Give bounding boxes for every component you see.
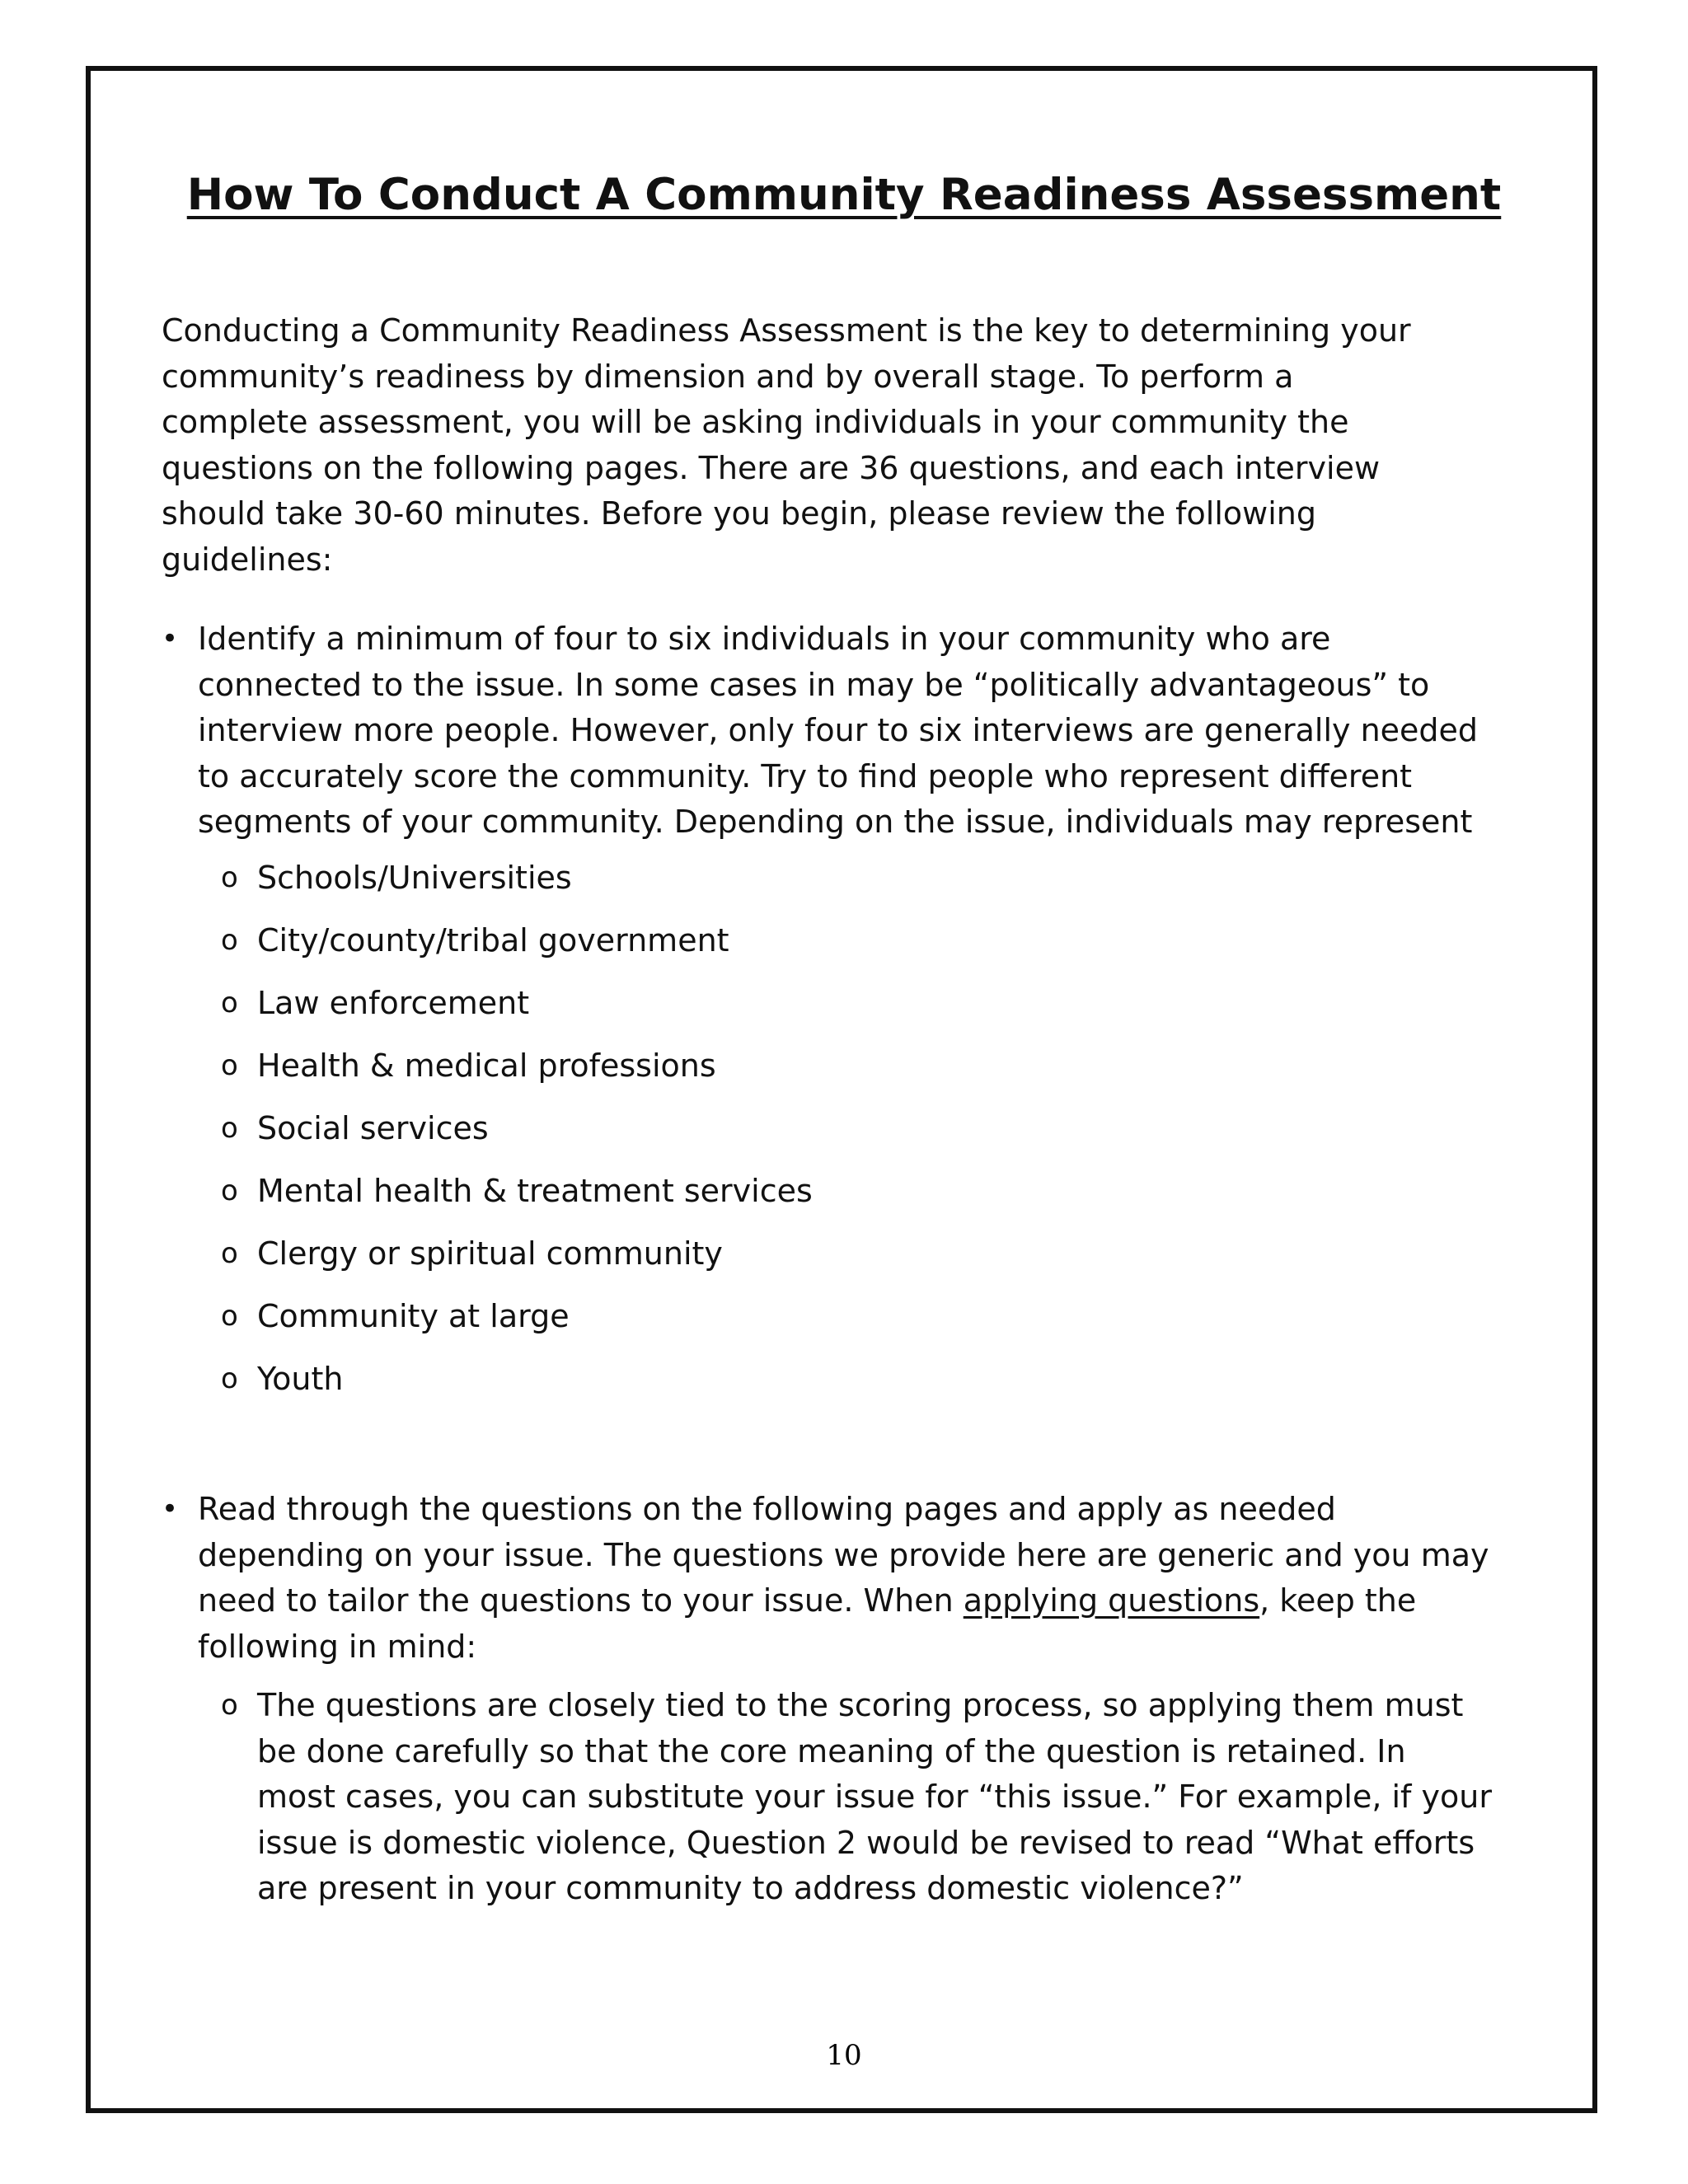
list-item: o Health & medical professions [162, 1043, 1489, 1106]
applying-questions-link[interactable]: applying questions [963, 1582, 1260, 1619]
circle-bullet-icon: o [221, 1048, 238, 1082]
circle-bullet-icon: o [221, 1236, 238, 1270]
applying-note: The questions are closely tied to the scoring process, so applying them must be done carefully so that the core meaning of the question is retained. In most cases, you can substitute your issue for “this issue.” For example, if your issue is domestic violence, Question 2 would be revised to read “What efforts are present in your community to address domestic violence?” [257, 1687, 1492, 1906]
list-item: o Youth [162, 1357, 1489, 1419]
list-item: o Law enforcement [162, 981, 1489, 1043]
list-item [162, 1683, 1493, 1912]
guideline-bullet-read-questions [162, 1487, 1492, 1912]
bullet-dot-icon: • [162, 622, 179, 655]
circle-bullet-icon: o [221, 1689, 238, 1722]
circle-bullet-icon: o [221, 860, 238, 894]
intro-paragraph: Conducting a Community Readiness Assessment is the key to determining your community’s readiness by dimension and by overall stage. To perform a complete assessment, you will be asking individuals in your community the questions on the following pages. There are 36 questions, and each interview should take 30-60 minutes. Before you begin, please review the following guidelines: [162, 312, 1411, 578]
guideline-text: Identify a minimum of four to six individuals in your community who are connected to the issue. In some cases in may be “politically advantageous” to interview more people. However, only four to six interviews are generally needed to accurately score the community. Try to find people who represent different segments of your community. Depending on the issue, individuals may represent [198, 621, 1479, 840]
list-item: o Schools/Universities [162, 855, 1489, 918]
bullet-dot-icon: • [162, 1493, 179, 1526]
list-item: o Social services [162, 1106, 1489, 1169]
circle-bullet-icon: o [221, 1361, 238, 1395]
list-item: o Mental health & treatment services [162, 1169, 1489, 1231]
circle-bullet-icon: o [221, 986, 238, 1019]
page-title: How To Conduct A Community Readiness Assessment [186, 170, 1502, 220]
list-item: o Community at large [162, 1294, 1489, 1357]
circle-bullet-icon: o [221, 1174, 238, 1207]
circle-bullet-icon: o [221, 1111, 238, 1145]
segment-list [162, 855, 1489, 1419]
circle-bullet-icon: o [221, 923, 238, 957]
list-item: o City/county/tribal government [162, 918, 1489, 981]
guideline-text: Read through the questions on the following pages and apply as needed depending on your issue. The questions we provide here are generic and you may need to tailor the questions to your issue. When applying questions, keep the following in mind: [198, 1491, 1489, 1665]
page-number: 10 [826, 2039, 862, 2072]
guideline-bullet-identify [162, 616, 1489, 1419]
circle-bullet-icon: o [221, 1299, 238, 1333]
list-item: o Clergy or spiritual community [162, 1231, 1489, 1294]
